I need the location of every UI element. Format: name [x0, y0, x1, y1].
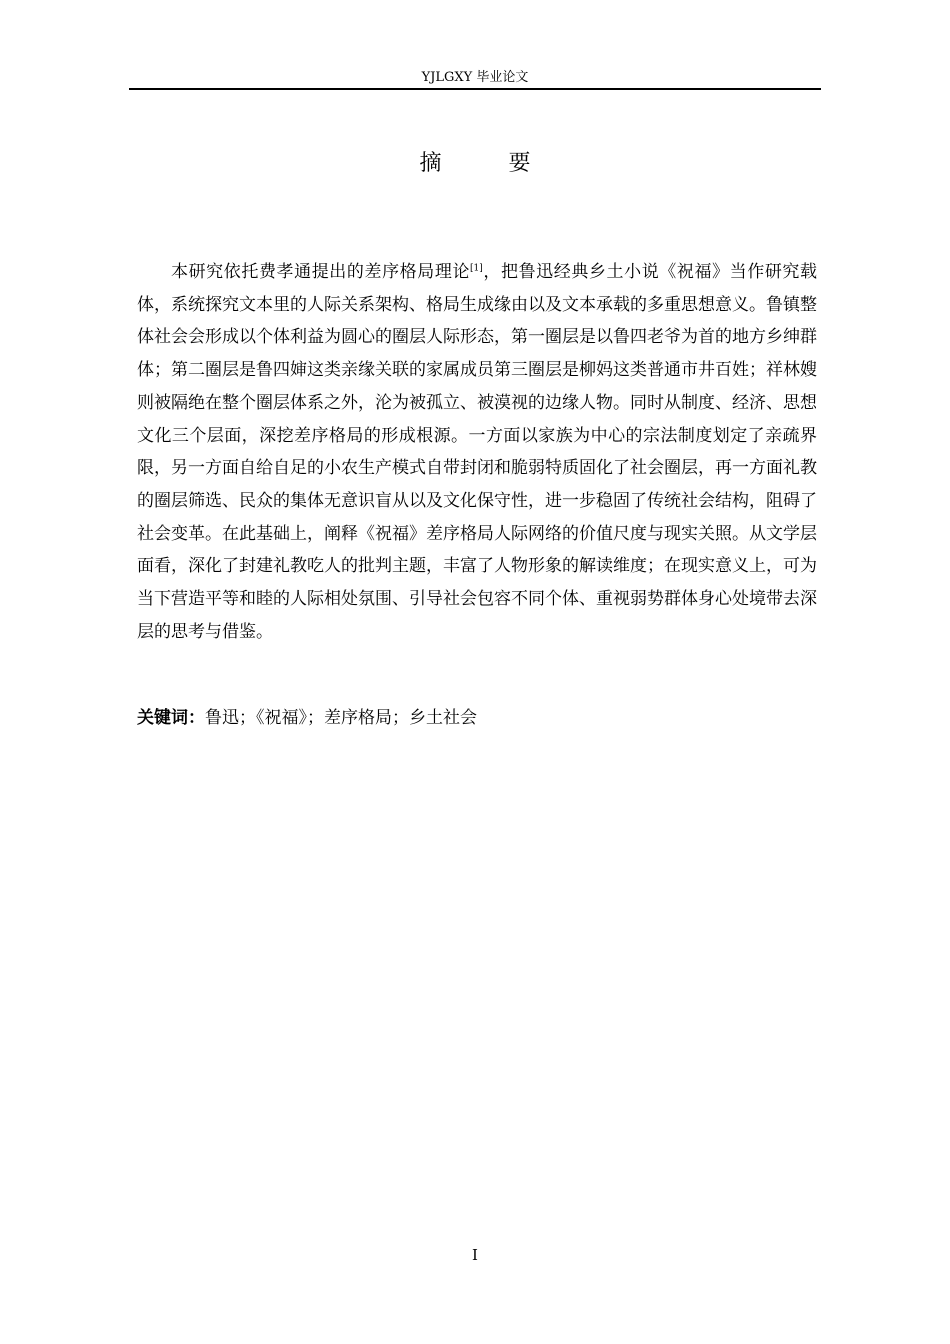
abstract-body	[137, 256, 817, 648]
abstract-text-part2: ，把鲁迅经典乡土小说《祝福》当作研究载体，系统探究文本里的人际关系架构、格局生成缘由以及文本承载的多重思想意义。鲁镇整体社会会形成以个体利益为圆心的圈层人际形态，第一圈层是以鲁四老爷为首的地方乡绅群体；第二圈层是鲁四婶这类亲缘关联的家属成员第三圈层是柳妈这类普通市井百姓；祥林嫂则被隔绝在整个圈层体系之外，沦为被孤立、被漠视的边缘人物。同时从制度、经济、思想文化三个层面，深挖差序格局的形成根源。一方面以家族为中心的宗法制度划定了亲疏界限，另一方面自给自足的小农生产模式自带封闭和脆弱特质固化了社会圈层，再一方面礼教的圈层筛选、民众的集体无意识盲从以及文化保守性，进一步稳固了传统社会结构，阻碍了社会变革。在此基础上，阐释《祝福》差序格局人际网络的价值尺度与现实关照。从文学层面看，深化了封建礼教吃人的批判主题，丰富了人物形象的解读维度；在现实意义上，可为当下营造平等和睦的人际相处氛围、引导社会包容不同个体、重视弱势群体身心处境带去深层的思考与借鉴。	[137, 262, 818, 642]
header-divider	[129, 88, 821, 90]
keywords-value: 鲁迅；《祝福》；差序格局；乡土社会	[205, 708, 477, 728]
keywords-label: 关键词：	[137, 708, 205, 728]
page-number: I	[472, 1246, 478, 1264]
page-header: YJLGXY 毕业论文	[421, 70, 529, 85]
citation-marker: [1]	[470, 263, 483, 274]
abstract-title: 摘 要	[419, 151, 561, 176]
abstract-text-part1: 本研究依托费孝通提出的差序格局理论	[171, 262, 471, 282]
keywords-line	[137, 704, 817, 732]
